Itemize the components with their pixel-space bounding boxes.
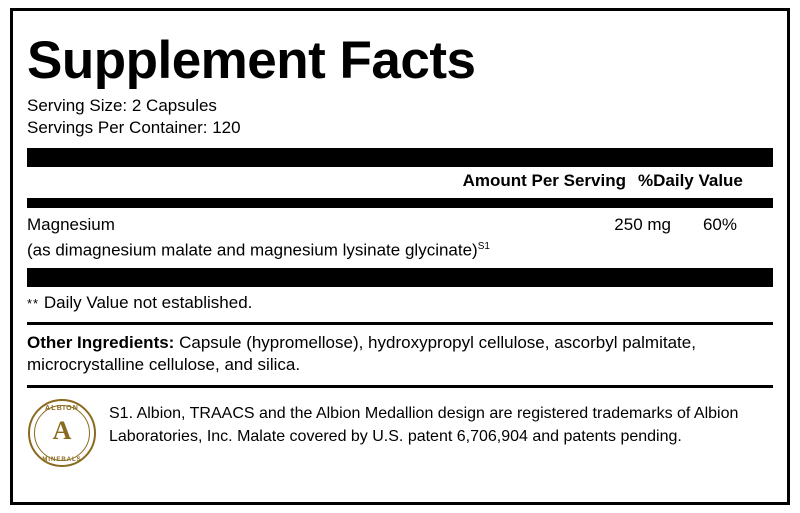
supplement-facts-content <box>27 21 773 494</box>
nutrient-source <box>27 236 773 262</box>
other-ingredients <box>27 332 773 376</box>
footnote <box>27 293 773 313</box>
footnote-symbol: ** <box>27 295 40 311</box>
column-headings <box>27 171 773 193</box>
supplement-facts-panel <box>10 8 790 505</box>
table-row <box>27 215 773 235</box>
seal-top-text: ALBION <box>44 404 80 412</box>
albion-note-text: S1. Albion, TRAACS and the Albion Medallion design are registered trademarks of Albion Laboratories, Inc. Malate covered by U.S. patent 6,706,904 and patents pending. <box>109 404 739 445</box>
divider-thick-bottom <box>27 268 773 287</box>
albion-trademark-block <box>27 398 773 470</box>
seal-bottom-text: MINERALS <box>42 456 82 463</box>
serving-size: Serving Size: 2 Capsules <box>27 96 217 115</box>
footnote-text: Daily Value not established. <box>43 292 253 312</box>
divider-thick-top <box>27 148 773 167</box>
divider-rule-1 <box>27 322 773 325</box>
daily-value-heading: %Daily Value <box>638 171 743 190</box>
other-ingredients-text: Capsule (hypromellose), hydroxypropyl cellulose, ascorbyl palmitate, microcrystalline cellulose, and silica. <box>27 332 696 374</box>
divider-rule-2 <box>27 385 773 388</box>
other-ingredients-label: Other Ingredients: <box>27 332 175 352</box>
nutrient-amount: 250 mg <box>614 215 671 234</box>
seal-mark: A <box>52 415 72 445</box>
albion-medallion-icon <box>27 398 99 470</box>
amount-per-serving-heading: Amount Per Serving <box>462 171 626 190</box>
servings-per-container: Servings Per Container: 120 <box>27 118 241 137</box>
nutrient-source-superscript: S1 <box>477 241 490 252</box>
divider-medium <box>27 198 773 208</box>
nutrient-daily-value: 60% <box>702 215 737 234</box>
nutrient-name: Magnesium <box>27 215 115 234</box>
nutrient-source-text: (as dimagnesium malate and magnesium lysinate glycinate) <box>27 240 478 260</box>
page-title: Supplement Facts <box>27 31 476 90</box>
